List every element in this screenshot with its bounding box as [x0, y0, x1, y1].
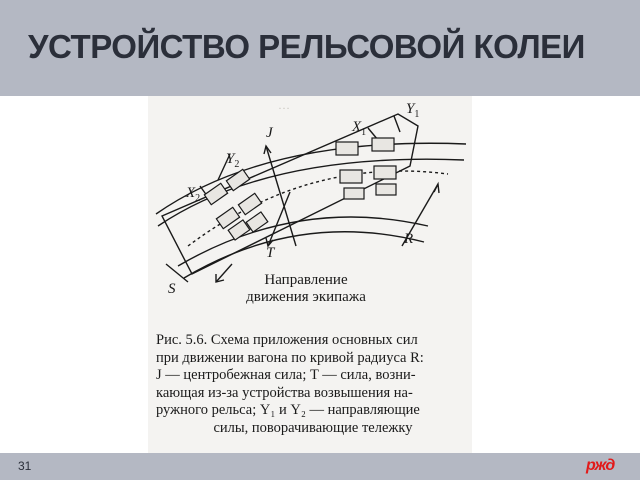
label-y2: $Y_2$ — [226, 151, 240, 170]
direction-label: Направление движения экипажа — [246, 272, 366, 305]
inner-rail-line — [178, 217, 428, 266]
rzd-logo: ржд — [586, 457, 615, 474]
background-text: … — [278, 98, 290, 112]
label-j: J — [266, 125, 273, 141]
page-number: 31 — [18, 459, 32, 473]
label-x1: $X_1$ — [352, 119, 367, 138]
front-bogie — [336, 138, 396, 199]
s-gauge-line — [166, 264, 188, 282]
figure-caption: Рис. 5.6. Схема приложения основных сил при движении вагона по кривой радиуса R: J — центробежная сила; T — сила, возни- кающая из-за устройства возвышения на- ружного рельса; Y₁ и Y₂ — направляющие силы, поворачивающие тележку — [156, 332, 424, 436]
label-r: R — [404, 231, 414, 247]
j-force-arrow — [266, 146, 296, 246]
label-x2: $X_2$ — [186, 185, 201, 204]
y1-force-arrow — [394, 116, 400, 132]
direction-arrow — [216, 264, 232, 282]
figure-image — [148, 96, 472, 453]
label-t: T — [266, 245, 275, 261]
label-s: S — [168, 281, 176, 297]
slide-footer — [0, 453, 640, 480]
slide-header — [0, 0, 640, 96]
slide-title: УСТРОЙСТВО РЕЛЬСОВОЙ КОЛЕИ — [28, 28, 585, 65]
label-y1: $Y_1$ — [406, 101, 420, 120]
outer-rail-line — [156, 143, 466, 214]
